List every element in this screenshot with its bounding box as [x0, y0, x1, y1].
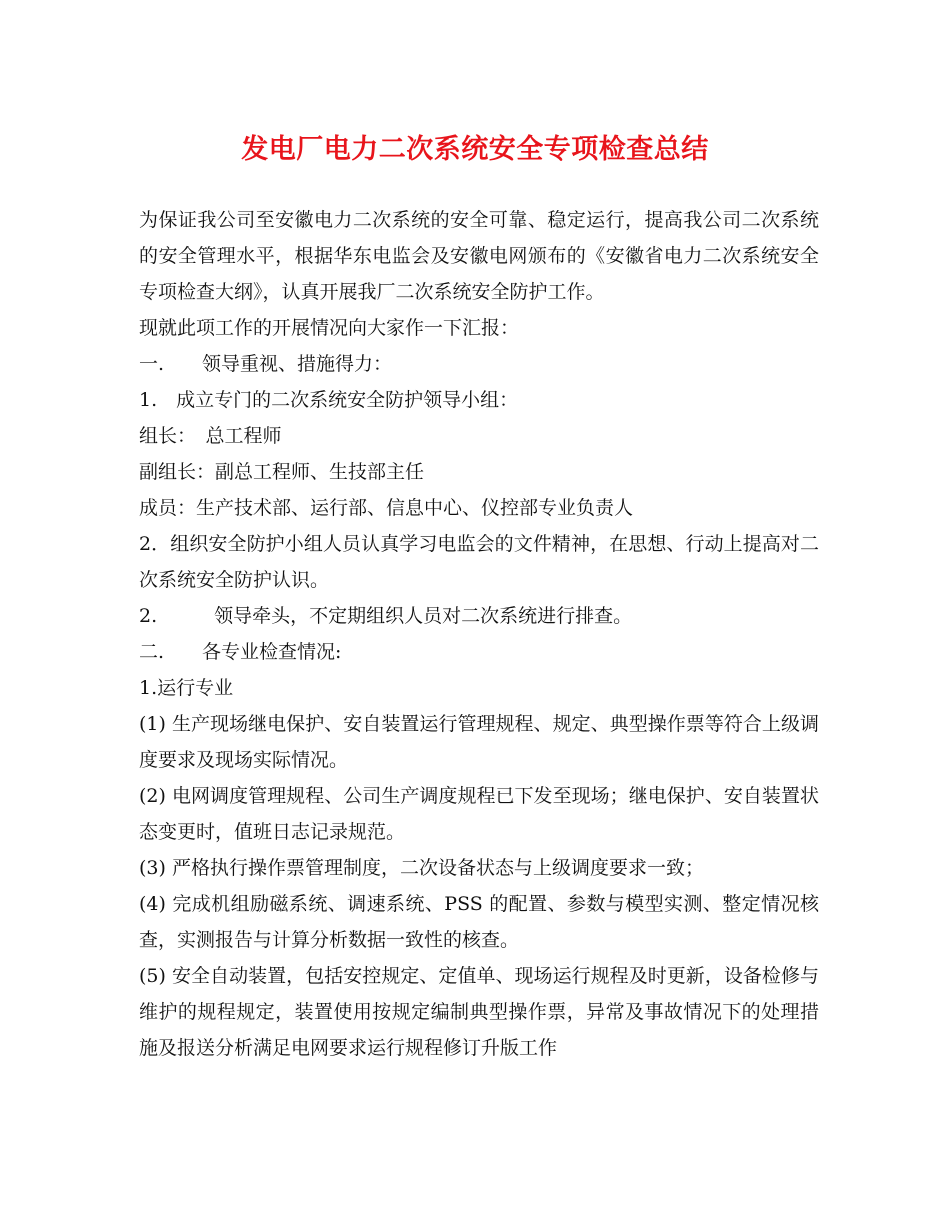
section-heading-2: 二. 各专业检查情况: [139, 641, 342, 663]
list-item-1: 1. 成立专门的二次系统安全防护领导小组： [139, 389, 519, 411]
section-heading-1: 一. 领导重视、措施得力： [139, 353, 393, 375]
paragraph-report-intro: 现就此项工作的开展情况向大家作一下汇报： [139, 317, 520, 339]
operations-item-4: (4) 完成机组励磁系统、调速系统、PSS 的配置、参数与模型实测、整定情况核查，实测报告与计算分析数据一致性的核查。 [139, 893, 819, 951]
operations-item-1: (1) 生产现场继电保护、安自装置运行管理规程、规定、典型操作票等符合上级调度要求及现场实际情况。 [139, 713, 819, 771]
deputy-leader-line: 副组长：副总工程师、生技部主任 [139, 461, 425, 483]
members-line: 成员：生产技术部、运行部、信息中心、仪控部专业负责人 [139, 497, 634, 519]
list-item-2: 2．组织安全防护小组人员认真学习电监会的文件精神，在思想、行动上提高对二次系统安全防护认识。 [139, 533, 819, 591]
paragraph-intro: 为保证我公司至安徽电力二次系统的安全可靠、稳定运行，提高我公司二次系统的安全管理水平，根据华东电监会及安徽电网颁布的《安徽省电力二次系统安全专项检查大纲》，认真开展我厂二次系统安全防护工作。 [139, 209, 819, 303]
document-body [139, 202, 819, 1066]
subsection-operations: 1.运行专业 [139, 677, 234, 699]
operations-item-3: (3) 严格执行操作票管理制度，二次设备状态与上级调度要求一致； [139, 857, 704, 879]
operations-item-2: (2) 电网调度管理规程、公司生产调度规程已下发至现场；继电保护、安自装置状态变更时，值班日志记录规范。 [139, 785, 819, 843]
team-leader-line: 组长： 总工程师 [139, 425, 282, 447]
list-item-2b: 2. 领导牵头，不定期组织人员对二次系统进行排查。 [139, 605, 633, 627]
operations-item-5: (5) 安全自动装置，包括安控规定、定值单、现场运行规程及时更新，设备检修与维护的规程规定，装置使用按规定编制典型操作票，异常及事故情况下的处理措施及报送分析满足电网要求运行规程修订升版工作 [139, 965, 819, 1059]
document-title: 发电厂电力二次系统安全专项检查总结 [241, 134, 709, 165]
